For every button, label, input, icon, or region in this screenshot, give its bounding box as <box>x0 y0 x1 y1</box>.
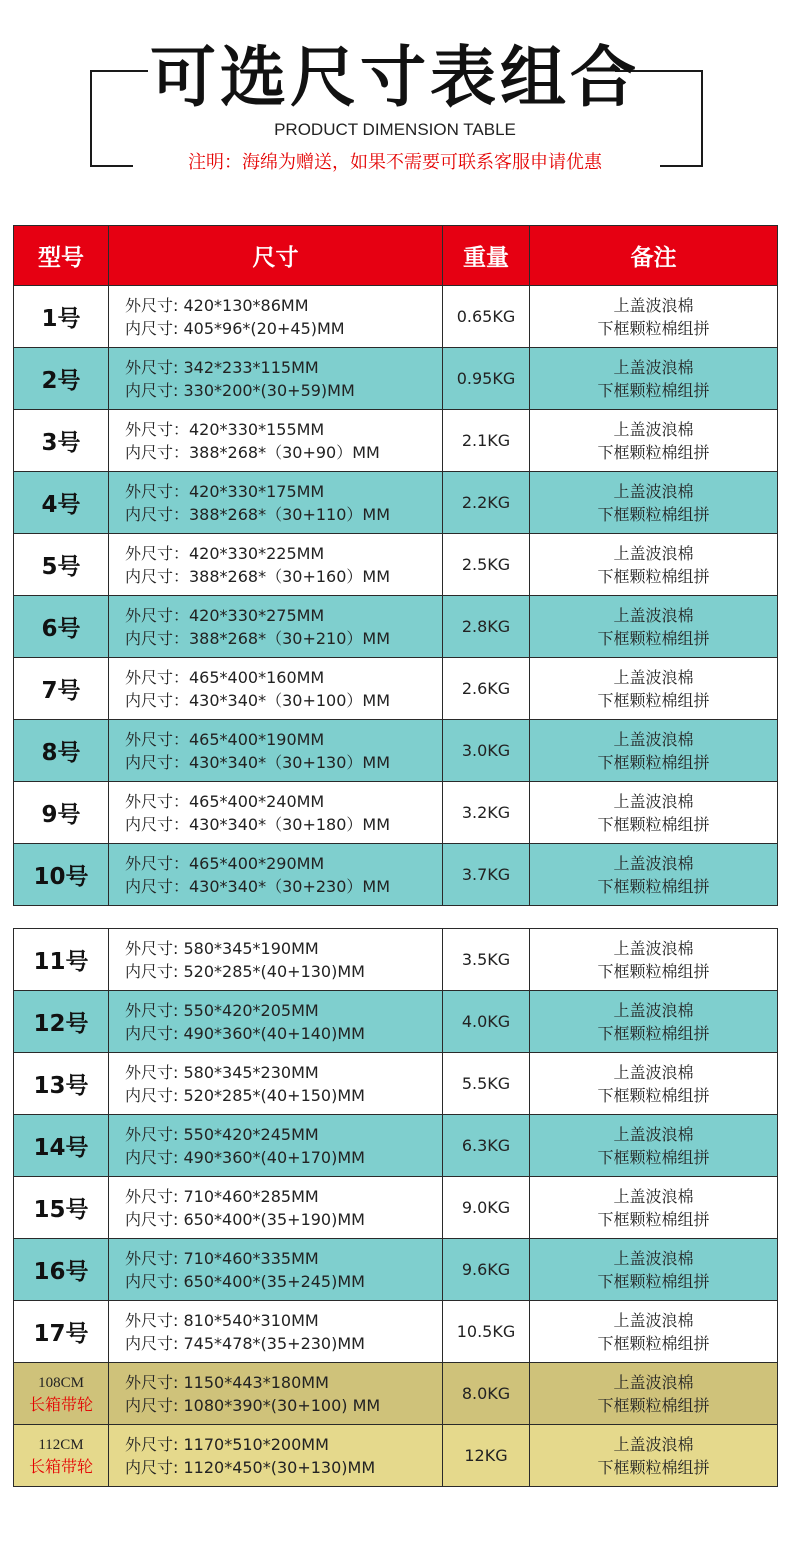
remark-cell <box>530 348 778 410</box>
weight-cell: 3.5KG <box>443 929 530 991</box>
outer-size: 外尺寸: 420*130*86MM <box>125 295 309 315</box>
weight-cell: 5.5KG <box>443 1053 530 1115</box>
size-cell <box>109 410 443 472</box>
size-cell <box>109 782 443 844</box>
weight-cell: 2.5KG <box>443 534 530 596</box>
dimension-table-2 <box>13 928 778 1487</box>
weight-cell: 10.5KG <box>443 1301 530 1363</box>
remark-cell <box>530 1177 778 1239</box>
model-cell: 13号 <box>14 1053 109 1115</box>
weight-cell: 9.0KG <box>443 1177 530 1239</box>
remark-line: 下框颗粒棉组拼 <box>597 690 710 710</box>
dimension-table-1 <box>13 225 778 906</box>
remark-cell <box>530 1363 778 1425</box>
outer-size: 外尺寸: 710*460*335MM <box>125 1248 319 1268</box>
remark-line: 上盖波浪棉 <box>613 729 694 749</box>
remark-line: 下框颗粒棉组拼 <box>597 1333 710 1353</box>
model-feature: 长箱带轮 <box>28 1394 93 1414</box>
table-row <box>14 1363 778 1425</box>
remark-line: 下框颗粒棉组拼 <box>597 1085 710 1105</box>
inner-size: 内尺寸: 520*285*(40+150)MM <box>125 1085 365 1105</box>
model-cell: 15号 <box>14 1177 109 1239</box>
remark-line: 上盖波浪棉 <box>613 1310 694 1330</box>
weight-cell: 0.95KG <box>443 348 530 410</box>
remark-line: 下框颗粒棉组拼 <box>597 1147 710 1167</box>
table-row <box>14 410 778 472</box>
model-cell: 6号 <box>14 596 109 658</box>
size-cell <box>109 596 443 658</box>
table-row <box>14 844 778 906</box>
size-cell <box>109 1239 443 1301</box>
inner-size: 内尺寸：388*268*（30+110）MM <box>125 504 390 524</box>
remark-line: 下框颗粒棉组拼 <box>597 566 710 586</box>
outer-size: 外尺寸：420*330*225MM <box>125 543 325 563</box>
size-cell <box>109 348 443 410</box>
model-cell: 12号 <box>14 991 109 1053</box>
remark-line: 上盖波浪棉 <box>613 1062 694 1082</box>
table-row <box>14 1053 778 1115</box>
weight-cell: 3.7KG <box>443 844 530 906</box>
model-cell: 14号 <box>14 1115 109 1177</box>
remark-cell <box>530 1115 778 1177</box>
inner-size: 内尺寸: 650*400*(35+190)MM <box>125 1209 365 1229</box>
table-row <box>14 286 778 348</box>
model-cell: 16号 <box>14 1239 109 1301</box>
model-cell: 10号 <box>14 844 109 906</box>
model-length: 112CM <box>38 1436 84 1453</box>
weight-cell: 0.65KG <box>443 286 530 348</box>
remark-cell <box>530 1425 778 1487</box>
remark-line: 下框颗粒棉组拼 <box>597 1271 710 1291</box>
remark-line: 下框颗粒棉组拼 <box>597 628 710 648</box>
inner-size: 内尺寸: 405*96*(20+45)MM <box>125 318 345 338</box>
outer-size: 外尺寸: 550*420*245MM <box>125 1124 319 1144</box>
outer-size: 外尺寸：465*400*190MM <box>125 729 325 749</box>
gift-note: 注明：海绵为赠送，如果不需要可联系客服申请优惠 <box>188 152 602 173</box>
remark-line: 下框颗粒棉组拼 <box>597 752 710 772</box>
table-row <box>14 658 778 720</box>
table-row <box>14 348 778 410</box>
model-length: 108CM <box>38 1374 84 1391</box>
remark-line: 下框颗粒棉组拼 <box>597 876 710 896</box>
remark-cell <box>530 658 778 720</box>
size-cell <box>109 286 443 348</box>
inner-size: 内尺寸: 330*200*(30+59)MM <box>125 380 355 400</box>
remark-line: 上盖波浪棉 <box>613 853 694 873</box>
model-cell: 9号 <box>14 782 109 844</box>
size-cell <box>109 1177 443 1239</box>
header-size: 尺寸 <box>109 226 443 286</box>
outer-size: 外尺寸: 580*345*230MM <box>125 1062 319 1082</box>
table-row <box>14 534 778 596</box>
remark-cell <box>530 1239 778 1301</box>
outer-size: 外尺寸：420*330*275MM <box>125 605 325 625</box>
inner-size: 内尺寸: 650*400*(35+245)MM <box>125 1271 365 1291</box>
outer-size: 外尺寸: 550*420*205MM <box>125 1000 319 1020</box>
size-cell <box>109 1115 443 1177</box>
page-subtitle: PRODUCT DIMENSION TABLE <box>274 120 516 139</box>
model-cell: 1号 <box>14 286 109 348</box>
weight-cell: 12KG <box>443 1425 530 1487</box>
model-cell: 7号 <box>14 658 109 720</box>
inner-size: 内尺寸: 490*360*(40+170)MM <box>125 1147 365 1167</box>
table-row <box>14 1177 778 1239</box>
inner-size: 内尺寸：430*340*（30+100）MM <box>125 690 390 710</box>
size-cell <box>109 1301 443 1363</box>
size-cell <box>109 1053 443 1115</box>
table-header-row <box>14 226 778 286</box>
inner-size: 内尺寸：388*268*（30+160）MM <box>125 566 390 586</box>
size-cell <box>109 1363 443 1425</box>
table-row <box>14 1425 778 1487</box>
size-cell <box>109 844 443 906</box>
remark-line: 上盖波浪棉 <box>613 1124 694 1144</box>
weight-cell: 3.0KG <box>443 720 530 782</box>
inner-size: 内尺寸：430*340*（30+130）MM <box>125 752 390 772</box>
outer-size: 外尺寸：420*330*175MM <box>125 481 325 501</box>
inner-size: 内尺寸：388*268*（30+210）MM <box>125 628 390 648</box>
model-cell <box>14 1363 109 1425</box>
inner-size: 内尺寸: 520*285*(40+130)MM <box>125 961 365 981</box>
weight-cell: 2.6KG <box>443 658 530 720</box>
remark-line: 上盖波浪棉 <box>613 1186 694 1206</box>
model-cell: 2号 <box>14 348 109 410</box>
table-row <box>14 929 778 991</box>
remark-cell <box>530 844 778 906</box>
weight-cell: 4.0KG <box>443 991 530 1053</box>
remark-line: 上盖波浪棉 <box>613 543 694 563</box>
outer-size: 外尺寸：420*330*155MM <box>125 419 325 439</box>
remark-cell <box>530 596 778 658</box>
remark-cell <box>530 534 778 596</box>
table-row <box>14 1115 778 1177</box>
size-cell <box>109 1425 443 1487</box>
remark-line: 下框颗粒棉组拼 <box>597 318 710 338</box>
remark-line: 下框颗粒棉组拼 <box>597 1023 710 1043</box>
table-row <box>14 720 778 782</box>
outer-size: 外尺寸: 710*460*285MM <box>125 1186 319 1206</box>
remark-line: 上盖波浪棉 <box>613 295 694 315</box>
model-feature: 长箱带轮 <box>28 1456 93 1476</box>
model-cell: 3号 <box>14 410 109 472</box>
model-cell: 8号 <box>14 720 109 782</box>
remark-line: 下框颗粒棉组拼 <box>597 504 710 524</box>
model-cell: 11号 <box>14 929 109 991</box>
weight-cell: 9.6KG <box>443 1239 530 1301</box>
model-cell: 17号 <box>14 1301 109 1363</box>
table-row <box>14 472 778 534</box>
remark-line: 上盖波浪棉 <box>613 357 694 377</box>
size-cell <box>109 472 443 534</box>
outer-size: 外尺寸: 1170*510*200MM <box>125 1434 329 1454</box>
remark-line: 下框颗粒棉组拼 <box>597 380 710 400</box>
weight-cell: 3.2KG <box>443 782 530 844</box>
remark-line: 上盖波浪棉 <box>613 938 694 958</box>
outer-size: 外尺寸: 1150*443*180MM <box>125 1372 329 1392</box>
weight-cell: 6.3KG <box>443 1115 530 1177</box>
remark-cell <box>530 410 778 472</box>
outer-size: 外尺寸: 342*233*115MM <box>125 357 319 377</box>
remark-line: 下框颗粒棉组拼 <box>597 814 710 834</box>
remark-cell <box>530 991 778 1053</box>
size-cell <box>109 929 443 991</box>
remark-line: 上盖波浪棉 <box>613 1248 694 1268</box>
size-cell <box>109 991 443 1053</box>
header-remark: 备注 <box>530 226 778 286</box>
inner-size: 内尺寸：430*340*（30+180）MM <box>125 814 390 834</box>
table-row <box>14 782 778 844</box>
remark-line: 下框颗粒棉组拼 <box>597 1395 710 1415</box>
size-cell <box>109 534 443 596</box>
model-cell: 4号 <box>14 472 109 534</box>
remark-line: 上盖波浪棉 <box>613 1372 694 1392</box>
remark-line: 上盖波浪棉 <box>613 667 694 687</box>
weight-cell: 2.8KG <box>443 596 530 658</box>
table-row <box>14 991 778 1053</box>
remark-line: 上盖波浪棉 <box>613 1000 694 1020</box>
inner-size: 内尺寸：430*340*（30+230）MM <box>125 876 390 896</box>
remark-cell <box>530 286 778 348</box>
inner-size: 内尺寸：388*268*（30+90）MM <box>125 442 380 462</box>
page-title: 可选尺寸表组合 <box>150 39 640 116</box>
outer-size: 外尺寸：465*400*240MM <box>125 791 325 811</box>
remark-line: 上盖波浪棉 <box>613 419 694 439</box>
outer-size: 外尺寸：465*400*160MM <box>125 667 325 687</box>
remark-cell <box>530 1301 778 1363</box>
inner-size: 内尺寸: 1120*450*(30+130)MM <box>125 1457 376 1477</box>
remark-line: 上盖波浪棉 <box>613 605 694 625</box>
remark-cell <box>530 720 778 782</box>
weight-cell: 8.0KG <box>443 1363 530 1425</box>
remark-cell <box>530 472 778 534</box>
table-row <box>14 1239 778 1301</box>
weight-cell: 2.2KG <box>443 472 530 534</box>
remark-cell <box>530 782 778 844</box>
table-row <box>14 596 778 658</box>
remark-line: 下框颗粒棉组拼 <box>597 961 710 981</box>
inner-size: 内尺寸: 490*360*(40+140)MM <box>125 1023 365 1043</box>
inner-size: 内尺寸: 745*478*(35+230)MM <box>125 1333 365 1353</box>
remark-line: 上盖波浪棉 <box>613 1434 694 1454</box>
size-cell <box>109 658 443 720</box>
header-weight: 重量 <box>443 226 530 286</box>
weight-cell: 2.1KG <box>443 410 530 472</box>
model-cell: 5号 <box>14 534 109 596</box>
outer-size: 外尺寸：465*400*290MM <box>125 853 325 873</box>
remark-cell <box>530 1053 778 1115</box>
remark-line: 上盖波浪棉 <box>613 791 694 811</box>
remark-line: 下框颗粒棉组拼 <box>597 442 710 462</box>
remark-cell <box>530 929 778 991</box>
outer-size: 外尺寸: 810*540*310MM <box>125 1310 319 1330</box>
remark-line: 上盖波浪棉 <box>613 481 694 501</box>
outer-size: 外尺寸: 580*345*190MM <box>125 938 319 958</box>
header-model: 型号 <box>14 226 109 286</box>
model-cell <box>14 1425 109 1487</box>
size-cell <box>109 720 443 782</box>
inner-size: 内尺寸: 1080*390*(30+100) MM <box>125 1395 381 1415</box>
table-row <box>14 1301 778 1363</box>
remark-line: 下框颗粒棉组拼 <box>597 1457 710 1477</box>
remark-line: 下框颗粒棉组拼 <box>597 1209 710 1229</box>
